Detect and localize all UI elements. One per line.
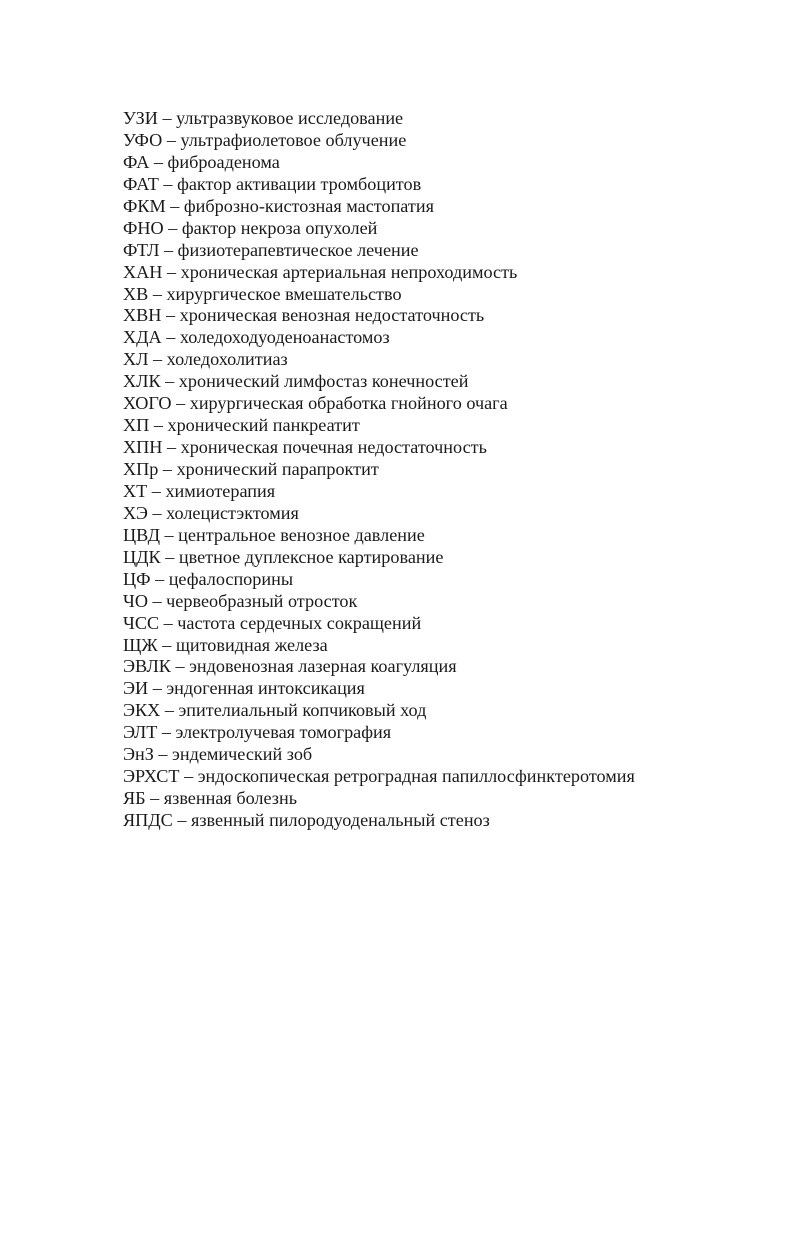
abbreviation: ЯПДС: [123, 810, 173, 830]
abbreviation-list: [123, 108, 763, 832]
abbreviation-entry: [123, 635, 763, 657]
dash-separator: –: [152, 590, 162, 611]
abbreviation-meaning: хроническая почечная недостаточность: [180, 437, 487, 458]
abbreviation-meaning: хроническая венозная недостаточность: [179, 305, 485, 326]
dash-separator: –: [150, 788, 160, 809]
abbreviation: ЦВД: [123, 524, 160, 545]
abbreviation: ФНО: [123, 217, 164, 238]
dash-separator: –: [162, 459, 173, 479]
abbreviation: ХЭ: [123, 502, 148, 523]
dash-separator: –: [164, 700, 174, 721]
abbreviation: ХВ: [123, 283, 149, 304]
abbreviation-entry: [123, 591, 763, 613]
dash-separator: –: [166, 261, 177, 282]
abbreviation-entry: [123, 240, 763, 262]
abbreviation-meaning: хроническая артериальная непроходимость: [180, 261, 518, 282]
abbreviation-meaning: хирургическое вмешательство: [166, 283, 402, 304]
abbreviation: ЭнЗ: [123, 744, 154, 765]
abbreviation-entry: [123, 700, 763, 722]
abbreviation: ЧО: [123, 590, 148, 611]
abbreviation: УФО: [123, 129, 163, 150]
abbreviation-meaning: химиотерапия: [165, 480, 276, 501]
abbreviation: ХТ: [123, 480, 148, 501]
dash-separator: –: [166, 437, 177, 458]
abbreviation-meaning: эпителиальный копчиковый ход: [178, 700, 427, 721]
dash-separator: –: [165, 371, 175, 392]
abbreviation: ФА: [123, 151, 150, 172]
dash-separator: –: [164, 524, 174, 545]
abbreviation-entry: [123, 788, 763, 810]
abbreviation-entry: [123, 569, 763, 591]
dash-separator: –: [177, 810, 187, 830]
abbreviation-meaning: частота сердечных сокращений: [177, 612, 422, 633]
abbreviation-meaning: щитовидная железа: [175, 634, 328, 655]
abbreviation: ХПр: [123, 459, 159, 479]
abbreviation: ХОГО: [123, 393, 172, 414]
abbreviation: ХПН: [123, 437, 163, 458]
dash-separator: –: [158, 744, 168, 765]
dash-separator: –: [166, 129, 176, 150]
dash-separator: –: [152, 502, 162, 523]
abbreviation: ФКМ: [123, 195, 166, 216]
abbreviation-meaning: хронический лимфостаз конечностей: [178, 371, 469, 392]
dash-separator: –: [163, 173, 173, 194]
abbreviation: ЭРХСТ: [123, 766, 180, 787]
dash-separator: –: [170, 195, 180, 216]
dash-separator: –: [152, 678, 162, 699]
abbreviation-meaning: язвенная болезнь: [163, 788, 298, 809]
dash-separator: –: [153, 151, 163, 172]
abbreviation-entry: [123, 503, 763, 525]
abbreviation-meaning: хронический парапроктит: [176, 459, 379, 479]
dash-separator: –: [153, 349, 163, 370]
abbreviation-meaning: центральное венозное давление: [178, 524, 425, 545]
abbreviation-entry: [123, 371, 763, 393]
dash-separator: –: [166, 327, 176, 348]
dash-separator: –: [184, 766, 194, 787]
abbreviation-meaning: цефалоспорины: [168, 568, 294, 589]
abbreviation: ФАТ: [123, 173, 159, 194]
abbreviation-entry: [123, 196, 763, 218]
dash-separator: –: [162, 634, 172, 655]
abbreviation-entry: [123, 810, 763, 832]
abbreviation: ЩЖ: [123, 634, 158, 655]
abbreviation-entry: [123, 108, 763, 130]
abbreviation-entry: [123, 547, 763, 569]
abbreviation-meaning: эндовенозная лазерная коагуляция: [189, 656, 457, 677]
dash-separator: –: [176, 393, 186, 414]
dash-separator: –: [155, 568, 165, 589]
dash-separator: –: [165, 546, 175, 567]
abbreviation-entry: [123, 349, 763, 371]
abbreviation-entry: [123, 415, 763, 437]
abbreviation: ХЛК: [123, 371, 161, 392]
abbreviation-entry: [123, 766, 763, 788]
abbreviation-entry: [123, 722, 763, 744]
abbreviation: ХП: [123, 415, 150, 436]
abbreviation-meaning: ультразвуковое исследование: [176, 108, 404, 128]
dash-separator: –: [175, 656, 185, 677]
abbreviation: ХВН: [123, 305, 162, 326]
abbreviation-entry: [123, 481, 763, 503]
abbreviation-meaning: эндемический зоб: [172, 744, 313, 765]
dash-separator: –: [168, 217, 178, 238]
abbreviation-meaning: цветное дуплексное картирование: [178, 546, 444, 567]
abbreviation-meaning: червеобразный отросток: [166, 590, 358, 611]
abbreviation: ХДА: [123, 327, 162, 348]
abbreviation-meaning: хронический панкреатит: [167, 415, 360, 436]
abbreviation: ХЛ: [123, 349, 149, 370]
abbreviation-entry: [123, 262, 763, 284]
abbreviation-meaning: фактор некроза опухолей: [181, 217, 378, 238]
abbreviation-entry: [123, 656, 763, 678]
abbreviation-meaning: физиотерапевтическое лечение: [177, 239, 419, 260]
dash-separator: –: [165, 305, 176, 326]
abbreviation: ЦФ: [123, 568, 151, 589]
abbreviation: ЭКХ: [123, 700, 161, 721]
abbreviation-entry: [123, 305, 763, 327]
abbreviation-entry: [123, 437, 763, 459]
dash-separator: –: [153, 415, 163, 436]
abbreviation: ЦДК: [123, 546, 161, 567]
abbreviation-entry: [123, 525, 763, 547]
abbreviation-entry: [123, 130, 763, 152]
dash-separator: –: [151, 480, 161, 501]
abbreviation-meaning: холецистэктомия: [166, 502, 299, 523]
abbreviation-meaning: фиброзно-кистозная мастопатия: [183, 195, 434, 216]
abbreviation-meaning: фиброаденома: [167, 151, 280, 172]
abbreviation-entry: [123, 327, 763, 349]
abbreviation: ХАН: [123, 261, 163, 282]
abbreviation: ЭЛТ: [123, 722, 158, 743]
dash-separator: –: [164, 239, 174, 260]
abbreviation: ЭВЛК: [123, 656, 171, 677]
abbreviation-entry: [123, 613, 763, 635]
abbreviation-entry: [123, 744, 763, 766]
abbreviation-meaning: хирургическая обработка гнойного очага: [189, 393, 508, 414]
dash-separator: –: [163, 612, 173, 633]
abbreviation-meaning: холедоходуоденоанастомоз: [179, 327, 390, 348]
abbreviation-meaning: язвенный пилородуоденальный стеноз: [191, 810, 490, 830]
abbreviation-entry: [123, 174, 763, 196]
abbreviation: УЗИ: [123, 108, 158, 128]
abbreviation-entry: [123, 678, 763, 700]
abbreviation-entry: [123, 152, 763, 174]
abbreviation-entry: [123, 393, 763, 415]
dash-separator: –: [162, 108, 172, 128]
abbreviation-entry: [123, 218, 763, 240]
abbreviation: ЭИ: [123, 678, 149, 699]
abbreviation-meaning: холедохолитиаз: [166, 349, 288, 370]
abbreviation: ЯБ: [123, 788, 146, 809]
abbreviation-entry: [123, 459, 763, 481]
abbreviation: ЧСС: [123, 612, 160, 633]
dash-separator: –: [161, 722, 171, 743]
abbreviation-meaning: электролучевая томография: [175, 722, 392, 743]
abbreviation-meaning: эндоскопическая ретроградная папиллосфинктеротомия: [197, 766, 635, 787]
abbreviation: ФТЛ: [123, 239, 160, 260]
abbreviation-entry: [123, 284, 763, 306]
abbreviation-meaning: фактор активации тромбоцитов: [177, 173, 422, 194]
abbreviation-meaning: эндогенная интоксикация: [166, 678, 365, 699]
abbreviation-meaning: ультрафиолетовое облучение: [180, 129, 407, 150]
dash-separator: –: [152, 283, 162, 304]
